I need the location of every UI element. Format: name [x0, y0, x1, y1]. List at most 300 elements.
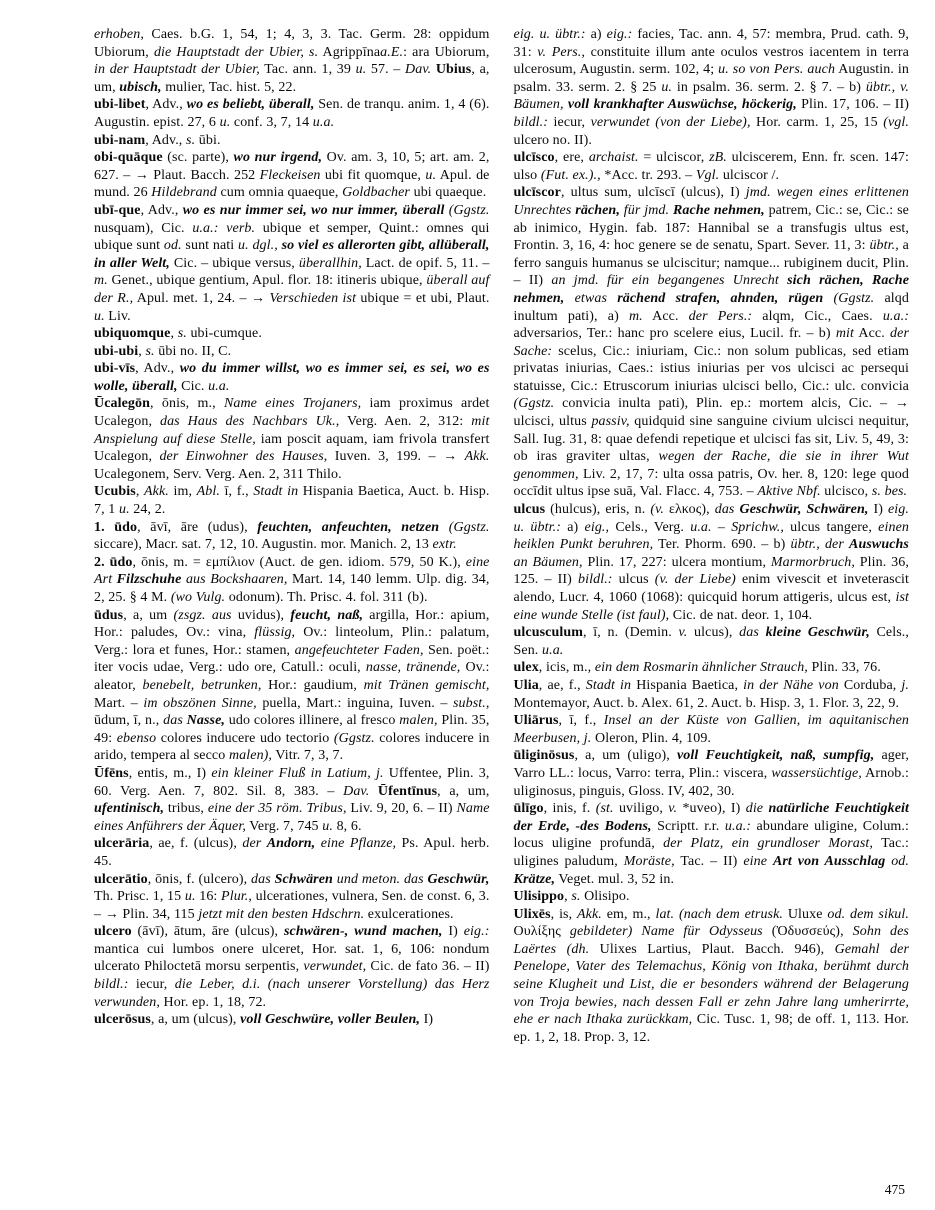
text-run: Ov.: linteolum, Plin.: palatum, Verg.: lora et funes, Hor.: stamen, [94, 625, 490, 658]
text-run: Art von Ausschlag [772, 853, 886, 869]
text-run: , ī, n. (Demin. [582, 625, 679, 641]
text-run: Dav. [343, 783, 370, 799]
text-run: Scriptt. r.r. [651, 818, 725, 834]
text-run: u.a.: [192, 220, 219, 236]
text-run: lat. (nach dem etrusk. [655, 906, 784, 922]
text-run: rächen, [575, 202, 620, 218]
dictionary-entry [94, 343, 490, 361]
text-run: Moräste, [623, 853, 675, 869]
text-run: Plin. 33, 76. [807, 660, 881, 676]
headword: ubī-que [94, 202, 141, 218]
text-run: Apul. de mund. 26 [94, 167, 490, 201]
text-run: 24, 2. [129, 502, 166, 518]
text-run: die Leber, d.i. (nach unserer Vorstellung) das Herz verwunden, [94, 977, 490, 1010]
text-run: ulcus [612, 572, 655, 588]
text-run: verb. [226, 220, 256, 236]
text-run: Cic. [177, 378, 209, 394]
text-run: s. bes. [871, 484, 908, 500]
text-run: Plin. 17, 106. – II) [796, 97, 909, 113]
text-run: nasse, tränende, [365, 660, 461, 676]
text-run: mit Anspielung auf diese Stelle, [94, 414, 490, 447]
text-run: Arnob.: uliginosus, pinguis, Gloss. IV, 402, 30. [513, 765, 909, 799]
text-run: (wo Vulg. [170, 590, 226, 605]
text-run: Abl. [196, 484, 220, 500]
text-run: (Ggstz. [513, 396, 555, 412]
headword: ūdus [94, 607, 124, 623]
text-run: Hor.: gaudium, [261, 677, 364, 693]
text-run: u.a.: [724, 818, 752, 834]
headword: ulcero [94, 924, 132, 940]
text-run: (Ggstz. [448, 202, 490, 218]
text-run: (v. der Liebe) [654, 572, 736, 588]
text-run: , [135, 484, 145, 500]
dictionary-entry [514, 501, 910, 624]
text-run: exulcerationes. [364, 906, 454, 922]
text-run: Insel an der Küste von Gallien, im aquitanischen Meerbusen, j. [513, 713, 909, 746]
text-run: , is, [550, 906, 578, 922]
text-run: Ουλίξης [513, 924, 570, 940]
text-run: a) [560, 519, 585, 535]
headword: ubi-libet [94, 97, 146, 113]
text-run: Acc. [642, 308, 689, 324]
text-run: feuchten, anfeuchten, netzen [257, 519, 440, 535]
text-run: Stadt in [585, 677, 632, 693]
text-run: ελκος), [664, 502, 715, 518]
text-run: 57. – [366, 62, 406, 78]
text-run: ager, Varro LL.: locus, Varro: terra, Plin.: viscera, [513, 748, 909, 781]
text-run: : ara Ubiorum, [403, 44, 490, 60]
headword: ulcerātio [94, 871, 148, 887]
text-run: Tac.: uligines paludum, [513, 836, 909, 869]
text-run: Cels., Sen. [513, 625, 909, 658]
text-run: das [714, 502, 740, 518]
text-run: conf. 3, 7, 14 [230, 114, 313, 130]
headword: 1. ūdo [94, 519, 138, 535]
text-run: Verg. Aen. 2, 312: [339, 414, 472, 430]
text-run: Akk. [464, 449, 490, 465]
text-run: erhoben, [94, 27, 144, 42]
text-run: in der Nähe von [743, 677, 839, 693]
text-run: Verg. 7, 745 [245, 818, 323, 834]
dictionary-entry [514, 800, 910, 888]
text-run: Nasse, [186, 713, 225, 729]
text-run: (zsgz. aus [173, 607, 232, 623]
text-run: u. so von Pers. auch [718, 62, 836, 78]
text-run: Hor. ep. 1, 18, 72. [159, 994, 267, 1010]
text-run: Geschwür, Schwären, [739, 502, 869, 518]
text-run: Oleron, Plin. 4, 109. [591, 730, 712, 746]
headword: Ucubis [94, 484, 136, 500]
text-run: Vitr. 7, 3, 7. [272, 748, 344, 764]
text-run: malen, [399, 713, 438, 729]
text-run: , entis, m., I) [128, 765, 212, 781]
text-run: ulcisco, [820, 484, 872, 500]
text-run: Hispania Baetica, [631, 677, 744, 693]
text-run: = ulciscor, [638, 150, 710, 166]
headword: ūliginōsus [513, 748, 575, 764]
text-run: , ōnis, m., [150, 396, 224, 412]
text-run [369, 784, 378, 799]
text-run: , a, um, [94, 62, 490, 95]
dictionary-entry [94, 519, 490, 554]
text-run: u. [661, 79, 673, 95]
text-run: , Adv., [140, 202, 183, 218]
text-run: u.a. [208, 378, 230, 394]
text-run: tribus, [164, 801, 208, 817]
text-run [823, 291, 833, 306]
text-run: Sen. de tranqu. anim. 1, 4 (6). Augustin. epist. 27, 6 [94, 97, 490, 130]
text-run: m. [628, 308, 643, 324]
dictionary-entry [94, 325, 490, 343]
text-run: jetzt mit den besten Hdschrn. [198, 906, 365, 922]
text-run: eig.: [606, 27, 633, 42]
text-run: Goldbacher [342, 185, 410, 201]
dictionary-entry [514, 906, 910, 1047]
text-run: a ferro sanguis humanus se ulciscitur; namque... rubiginem ducit, Plin. – II) [513, 238, 909, 289]
text-run: u. [94, 308, 105, 324]
text-run: , inis, f. [543, 801, 596, 817]
text-run: abundare uligine, Colum.: locus uligine profundā, [513, 818, 909, 852]
headword: 2. ūdo [94, 554, 133, 570]
text-run: aus Bockshaaren, [181, 572, 288, 588]
text-run: Cels., Verg. [609, 519, 691, 535]
text-run: und meton. das [332, 871, 428, 887]
text-run: Plin. 17, 227: ulcera montium, [582, 554, 771, 570]
text-run: ufentinisch, [94, 801, 165, 817]
text-run: u. [184, 889, 196, 905]
text-run: (Fut. ex.)., [540, 167, 601, 183]
text-run: enim vivescit et inveterascit alendo, Lucr. 4, 1060 (1068): quicquid horum attigeris, ulcus est, [513, 572, 909, 605]
text-run: voll Geschwüre, voller Beulen, [240, 1012, 421, 1028]
text-run: verwundet (von der Liebe), [590, 114, 751, 130]
text-run: , ultus sum, ulcīscī (ulcus), I) [560, 185, 746, 201]
text-run: ūdum, ī, n., [94, 713, 164, 729]
text-run: Liv. 2, 17, 7: ulta ossa patris, Ov. her. 8, 120: lege quod occīdit ultus ipse suā, Val. Flacc. 4, 753. – [513, 466, 909, 500]
text-run: Veget. mul. 3, 52 in. [555, 871, 675, 887]
text-run: Cic. Tusc. 1, 98; de off. 1, 113. Hor. ep. 1, 2, 18. Prop. 3, 12. [513, 1012, 909, 1045]
text-run: Apul. met. 1, 24. – → [133, 290, 270, 306]
dictionary-entry [514, 888, 910, 906]
text-run: bildl.: [578, 572, 613, 588]
text-run: Agrippīna [318, 44, 381, 60]
headword: ulex [513, 660, 539, 676]
text-run: übtr., der [790, 537, 850, 553]
text-run: angefeuchteter Faden, [294, 642, 424, 658]
text-run: eine Art [94, 554, 490, 588]
text-run: die Hauptstadt der Ubier, s. [153, 44, 319, 60]
text-run: ulcus tangere, [783, 519, 879, 535]
text-run: Iuven. 3, 199. – → [327, 449, 465, 465]
text-run: Lact. de opif. 5, 11. – [361, 255, 490, 271]
dictionary-entry [94, 923, 490, 1011]
text-run: ubisch, [119, 79, 162, 95]
text-run: wo es nur immer sei, wo nur immer, überall [182, 202, 445, 218]
text-run: Ucalegonem, Serv. Verg. Aen. 2, 311 Thilo. [94, 466, 342, 482]
text-run: I) [868, 502, 888, 518]
text-run: , Adv., [145, 97, 187, 113]
headword: ulcerāria [94, 836, 150, 852]
text-run: eine der 35 röm. Tribus, [207, 801, 347, 817]
text-run: Th. Prisc. 1, 15 [94, 889, 185, 905]
text-run [439, 520, 449, 535]
headword: ulcusculum [513, 625, 583, 641]
dictionary-entry [514, 184, 910, 501]
text-run: sich rächen, Rache nehmen, [513, 273, 910, 306]
text-run: u.a. [312, 114, 335, 130]
dictionary-entry [514, 624, 910, 659]
text-run: , ae, f., [538, 677, 586, 693]
dictionary-entry [94, 835, 490, 870]
text-run: eig. u. übtr.: [513, 27, 586, 42]
text-run: Acc. [854, 326, 891, 342]
text-run: j. [901, 677, 909, 693]
text-run: , icis, m., [538, 660, 595, 676]
text-run: Aktive Nbf. [757, 484, 821, 500]
text-run: (āvī), ātum, āre (ulcus), [131, 924, 284, 940]
text-run: Verschieden ist [269, 290, 357, 306]
text-run: ubi-cumque. [186, 326, 262, 342]
text-run: Liv. [104, 308, 131, 324]
text-run: im obszönen Sinne, [143, 695, 257, 711]
text-run: eig., [584, 519, 610, 535]
text-run: ubi fit quomque, [320, 167, 426, 183]
text-run: Plur., [221, 889, 252, 905]
text-run: adversarios, Ter.: hanc pro scelere eius, Lucil. fr. – b) [513, 326, 836, 342]
text-run: 8, 6. [332, 818, 362, 834]
text-run: *Acc. tr. 293. – [600, 167, 696, 183]
text-run: das Haus des Nachbars Uk., [159, 414, 340, 430]
text-run: das [163, 713, 187, 729]
text-run: , a, um, [437, 783, 490, 799]
text-run: quidquid sine sanguine civium ulcisci nequitur, Sall. Iug. 31, 8: quae defendi repetique et ulcisci fas sit, Liv. 5, 49, 3: ob iras graviter ultas, [513, 414, 909, 465]
text-run: ulciscerem, Enn. fr. scen. 147: ulso [513, 150, 910, 183]
text-run: ebenso [116, 730, 157, 746]
text-run: wo nur irgend, [233, 150, 323, 166]
text-run: etwas [564, 290, 618, 306]
dictionary-entry [514, 712, 910, 747]
text-run: im, [168, 484, 197, 500]
text-run: colores inducere in arido, tempera al secco [94, 730, 490, 764]
dictionary-entry [514, 659, 910, 677]
text-run: Olisipo. [580, 889, 630, 905]
text-run: iecur, [128, 977, 175, 993]
text-run: u. [355, 62, 367, 78]
text-run: u. [322, 818, 333, 834]
text-run: , [170, 326, 178, 342]
text-run: u. dgl., [238, 238, 278, 254]
text-run: malen), [228, 748, 273, 764]
text-run: m. [94, 273, 108, 289]
text-run: ubi quaeque. [410, 185, 487, 201]
headword: ubiquomque [94, 326, 171, 342]
text-run: , a, um [123, 607, 174, 623]
text-run: (hulcus), eris, n. [545, 502, 651, 518]
text-run: Hispania Baetica, Auct. b. Hisp. 7, 1 [94, 484, 490, 518]
text-run: archaist. [588, 150, 639, 166]
text-run: Sohn des Laërtes (dh. [513, 924, 909, 957]
text-run: Andorn, [266, 836, 316, 852]
dictionary-entry [94, 132, 490, 150]
dictionary-entry [94, 483, 490, 518]
headword: ubi-ubi [94, 343, 139, 359]
text-run: ūbi. [195, 132, 221, 148]
text-run: die [745, 801, 769, 817]
text-run: puella, Mart.: inguina, Iuven. – [256, 695, 453, 711]
headword: Ubius [435, 62, 472, 78]
text-run: (st. [595, 801, 614, 817]
text-run: , [138, 343, 146, 359]
text-run: Liv. 9, 20, 6. – II) [346, 801, 457, 817]
text-run: jmd. wegen eines erlittenen Unrechtes [513, 185, 909, 218]
text-run: voll krankhafter Auswüchse, höckerig, [567, 97, 797, 113]
headword: obi-quāque [94, 150, 163, 166]
text-run: (Ggstz. [333, 730, 375, 746]
text-run: iam proximus ardet Ucalegon, [94, 396, 490, 430]
text-run: alqd inultum pati), a) [513, 290, 909, 324]
text-run: uviligo, [613, 801, 669, 817]
text-run: , ere, [554, 150, 589, 166]
text-run: (Ggstz. [448, 519, 490, 535]
text-run: I) [420, 1012, 434, 1028]
text-run: s. [186, 132, 196, 148]
text-run: uvidus), [231, 607, 291, 623]
text-run: ulcerationes, vulnera, Sen. de const. 6, 3. – → Plin. 34, 115 [94, 889, 490, 922]
text-run: passiv, [591, 414, 630, 430]
dictionary-entry [94, 395, 490, 483]
text-run: wo du immer willst, wo es immer sei, es sei, wo es wolle, überall, [94, 361, 490, 394]
text-run: Stadt in [253, 484, 299, 500]
text-run: u.a. [690, 519, 712, 535]
text-run: u. [119, 502, 130, 518]
text-run: Dav. [405, 62, 432, 78]
text-run: odonum). Th. Prisc. 4. fol. 311 (b). [225, 590, 428, 605]
text-run: zB. [709, 150, 727, 166]
dictionary-entry [94, 96, 490, 131]
text-run: em, m., [601, 906, 656, 922]
text-run: Hildebrand [151, 185, 217, 201]
text-run: eig.: [463, 924, 490, 940]
text-run: Sprichw., [731, 519, 784, 535]
text-run: Hor. carm. 1, 25, 15 [750, 114, 884, 130]
text-run: udo colores illinere, al fresco [224, 713, 400, 729]
text-run: bildl.: [94, 977, 129, 993]
text-run: übtr., [869, 238, 899, 254]
text-run: das [251, 871, 275, 887]
page-number: 475 [884, 1182, 905, 1197]
text-run: wegen der Rache, die sie in ihrer Wut genommen, [513, 449, 909, 482]
text-run: convicia inulta pati), Plin. ep.: mortem alcis, Cic. – → ulcisci, ultus [513, 396, 909, 430]
text-run: Name eines Trojaners, [223, 396, 362, 412]
text-run: u. [425, 167, 437, 183]
text-run: das [739, 625, 766, 641]
text-run: Vgl. [695, 167, 720, 183]
text-run: Akk. [577, 906, 602, 922]
text-run: (vgl. [883, 114, 909, 130]
text-run: argilla, Hor.: apium, Hor.: paludes, Ov.: vina, [94, 607, 490, 641]
text-run: u. [219, 114, 231, 130]
text-run: od. [163, 238, 182, 254]
text-run: , Adv., [145, 132, 187, 148]
text-run: iecur, [548, 114, 591, 130]
dictionary-entry [94, 765, 490, 835]
text-run: subst., [453, 695, 490, 711]
text-run: Rache nehmen, [672, 202, 765, 218]
text-run: Akk. [144, 484, 169, 500]
text-run: ubique = et ubi, Plaut. [356, 290, 490, 306]
text-run: überallhin, [298, 255, 362, 271]
text-run: einen heiklen Punkt beruhren, [513, 519, 909, 553]
headword: Ūcalegōn [94, 396, 151, 412]
text-run: Corduba, [838, 677, 902, 693]
text-run: cum omnia quaeque, [216, 185, 343, 201]
text-run: verwundet, [303, 959, 367, 975]
text-run: v. Pers., [537, 44, 586, 60]
text-run: Fleckeisen [259, 167, 321, 183]
text-run: Tac. ann. 1, 39 [259, 62, 356, 78]
text-run: Name eines Anführers der Äquer, [94, 801, 490, 834]
text-run: alqm, Cic., Caes. [752, 308, 883, 324]
text-run: sunt nati [181, 238, 239, 254]
text-run: Augustin. in psalm. 33. serm. 2. § 25 [513, 62, 909, 95]
headword: ulcīscor [513, 185, 561, 201]
text-run: der [242, 836, 267, 852]
text-run: – [711, 519, 732, 535]
text-run: ulcus), [687, 625, 740, 641]
headword: ubi-nam [94, 132, 146, 148]
text-run: Auswuchs [849, 537, 909, 553]
text-run: der Platz, ein grundloser Morast, [663, 836, 873, 852]
dictionary-entry [514, 26, 910, 149]
text-run: Ps. Apul. herb. 45. [94, 836, 490, 869]
text-run: , ae, f. (ulcus), [149, 836, 243, 852]
text-run: iam poscit aquam, iam frivola transfert Ucalegon, [94, 431, 490, 465]
text-run: Cic. de fato 36. – II) [366, 959, 490, 975]
dictionary-entry [94, 202, 490, 325]
dictionary-entry [94, 26, 490, 96]
text-run: , [564, 889, 572, 905]
headword: ubi-vīs [94, 361, 136, 377]
text-run: s. [145, 343, 155, 359]
dictionary-entry [94, 149, 490, 202]
text-run: , ī, f., [558, 713, 604, 729]
dictionary-entry [94, 871, 490, 924]
text-run: ist eine wunde Stelle (ist faul), [513, 590, 909, 623]
text-run: natürliche Feuchtigkeit der Erde, -des Bodens, [513, 801, 909, 834]
text-run: , a, um (ulcus), [150, 1012, 241, 1028]
text-run: eine Pflanze, [315, 836, 397, 852]
text-run: mulier, Tac. hist. 5, 22. [161, 79, 297, 95]
text-run: Uffentee, Plin. 3, 60. Verg. Aen. 7, 802. Sil. 8, 383. – [94, 765, 490, 799]
text-run: Mart. – [94, 695, 144, 711]
text-run: s. [177, 326, 187, 342]
right-column [514, 26, 910, 1046]
headword: ulcus [513, 502, 546, 518]
text-run: colores inducere udo tectorio [156, 730, 334, 746]
text-run: Filzschuhe [116, 572, 182, 588]
dictionary-entry [514, 747, 910, 800]
text-run: an Bäumen, [513, 554, 583, 570]
text-run: od. dem sikul. [827, 906, 909, 922]
text-run: Uluxe [783, 906, 828, 922]
text-run: , a, um (uligo), [574, 748, 677, 764]
text-run: bildl.: [513, 114, 549, 130]
text-run: feucht, naß, [290, 607, 364, 623]
text-run: mit Tränen gemischt, [363, 677, 490, 693]
text-run: mantica cui lumbos onere ulceret, Hor. sat. 1, 6, 106: nondum ulcerato Philoctetā morsu serpentis, [94, 941, 490, 975]
text-run: für jmd. [619, 202, 673, 218]
text-run: extr. [432, 537, 457, 553]
left-column [94, 26, 490, 1046]
